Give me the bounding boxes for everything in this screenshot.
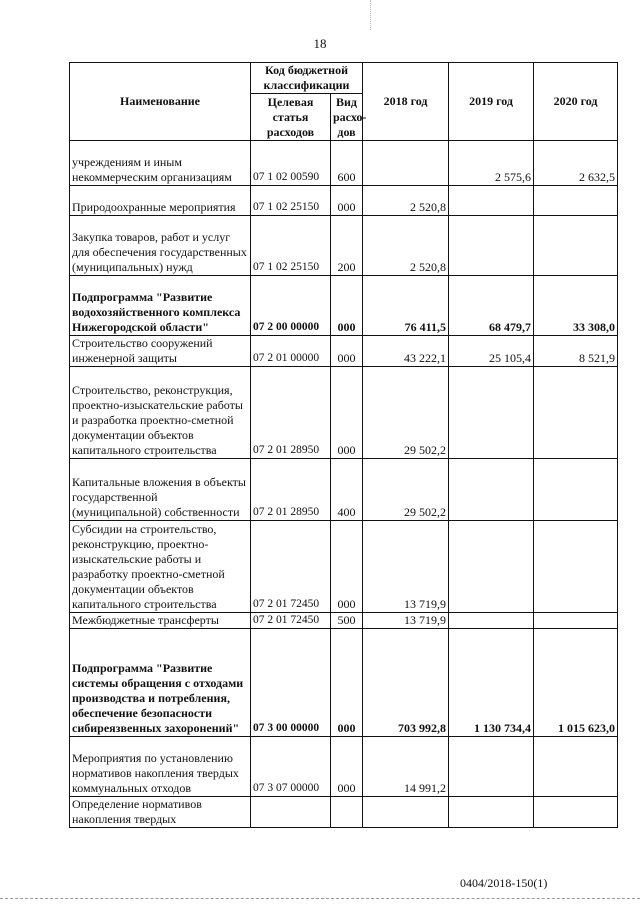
row-value-2018: 14 991,2 xyxy=(363,737,449,797)
row-value-2019: 25 105,4 xyxy=(449,336,534,367)
row-value-2019 xyxy=(449,459,534,521)
row-value-2020 xyxy=(534,797,618,828)
row-value-2019 xyxy=(449,367,534,459)
row-value-2020: 33 308,0 xyxy=(534,276,618,336)
table-row xyxy=(70,521,618,613)
row-expense-type: 000 xyxy=(331,186,363,216)
row-value-2019: 1 130 734,4 xyxy=(449,629,534,737)
row-value-2020 xyxy=(534,367,618,459)
row-value-2018: 76 411,5 xyxy=(363,276,449,336)
row-value-2019: 68 479,7 xyxy=(449,276,534,336)
table-row xyxy=(70,737,618,797)
row-value-2018: 703 992,8 xyxy=(363,629,449,737)
row-target-article: 07 1 02 25150 xyxy=(251,216,331,276)
header-budget-code: Код бюджетной классификации xyxy=(251,63,363,94)
row-value-2020 xyxy=(534,737,618,797)
row-value-2019 xyxy=(449,737,534,797)
scan-artifact xyxy=(370,0,373,30)
row-expense-type: 000 xyxy=(331,276,363,336)
row-name: Строительство сооружений инженерной защиты xyxy=(70,336,251,367)
row-target-article: 07 1 02 25150 xyxy=(251,186,331,216)
row-value-2018: 29 502,2 xyxy=(363,459,449,521)
row-expense-type: 000 xyxy=(331,521,363,613)
row-target-article: 07 2 01 72450 xyxy=(251,613,331,629)
row-name: Субсидии на строительство, реконструкцию, проектно-изыскательские работы и разработку проектно-сметной документации объектов капитального строительства xyxy=(70,521,251,613)
row-expense-type: 200 xyxy=(331,216,363,276)
row-name: Межбюджетные трансферты xyxy=(70,613,251,629)
row-expense-type: 000 xyxy=(331,336,363,367)
row-name: учреждениям и иным некоммерческим организациям xyxy=(70,141,251,186)
row-target-article: 07 3 07 00000 xyxy=(251,737,331,797)
table-row xyxy=(70,186,618,216)
row-value-2019: 2 575,6 xyxy=(449,141,534,186)
row-value-2020 xyxy=(534,186,618,216)
row-value-2018: 13 719,9 xyxy=(363,521,449,613)
row-expense-type: 000 xyxy=(331,629,363,737)
row-target-article xyxy=(251,797,331,828)
row-expense-type: 000 xyxy=(331,737,363,797)
row-target-article: 07 2 00 00000 xyxy=(251,276,331,336)
row-expense-type: 000 xyxy=(331,367,363,459)
row-value-2018: 2 520,8 xyxy=(363,186,449,216)
row-expense-type: 500 xyxy=(331,613,363,629)
row-value-2018: 29 502,2 xyxy=(363,367,449,459)
row-value-2019 xyxy=(449,613,534,629)
row-target-article: 07 1 02 00590 xyxy=(251,141,331,186)
row-value-2019 xyxy=(449,216,534,276)
header-name: Наименование xyxy=(70,63,251,141)
row-name: Закупка товаров, работ и услуг для обеспечения государственных (муниципальных) нужд xyxy=(70,216,251,276)
header-row xyxy=(70,63,618,94)
table-row xyxy=(70,629,618,737)
row-value-2018 xyxy=(363,141,449,186)
row-name: Капитальные вложения в объекты государственной (муниципальной) собственности xyxy=(70,459,251,521)
table-row xyxy=(70,367,618,459)
row-value-2020 xyxy=(534,459,618,521)
row-value-2020 xyxy=(534,521,618,613)
row-value-2018: 43 222,1 xyxy=(363,336,449,367)
table-row xyxy=(70,459,618,521)
table-row xyxy=(70,797,618,828)
row-expense-type: 400 xyxy=(331,459,363,521)
row-value-2019 xyxy=(449,186,534,216)
row-name: Определение нормативов накопления твердых xyxy=(70,797,251,828)
budget-table xyxy=(69,62,618,828)
row-value-2019 xyxy=(449,797,534,828)
row-name: Строительство, реконструкция, проектно-изыскательские работы и разработка проектно-сметной документации объектов капитального строительства xyxy=(70,367,251,459)
table-row xyxy=(70,216,618,276)
row-value-2018 xyxy=(363,797,449,828)
row-name: Природоохранные мероприятия xyxy=(70,186,251,216)
page-number: 18 xyxy=(313,36,327,51)
row-expense-type: 600 xyxy=(331,141,363,186)
row-value-2020: 8 521,9 xyxy=(534,336,618,367)
page-edge xyxy=(0,898,640,899)
row-value-2020: 2 632,5 xyxy=(534,141,618,186)
row-value-2018: 2 520,8 xyxy=(363,216,449,276)
row-value-2020 xyxy=(534,613,618,629)
header-target-article: Целевая статья расходов xyxy=(251,94,331,141)
row-value-2019 xyxy=(449,521,534,613)
row-name: Подпрограмма "Развитие водохозяйственного комплекса Нижегородской области" xyxy=(70,276,251,336)
table-row xyxy=(70,276,618,336)
row-target-article: 07 2 01 00000 xyxy=(251,336,331,367)
row-target-article: 07 2 01 28950 xyxy=(251,367,331,459)
header-expense-type: Вид расхо-дов xyxy=(331,94,363,141)
row-name: Мероприятия по установлению нормативов накопления твердых коммунальных отходов xyxy=(70,737,251,797)
table-row xyxy=(70,613,618,629)
document-code: 0404/2018-150(1) xyxy=(460,876,548,890)
row-value-2020: 1 015 623,0 xyxy=(534,629,618,737)
row-target-article: 07 3 00 00000 xyxy=(251,629,331,737)
table-row xyxy=(70,336,618,367)
header-2018: 2018 год xyxy=(363,63,449,141)
header-2019: 2019 год xyxy=(449,63,534,141)
row-value-2018: 13 719,9 xyxy=(363,613,449,629)
row-value-2020 xyxy=(534,216,618,276)
row-target-article: 07 2 01 72450 xyxy=(251,521,331,613)
row-expense-type xyxy=(331,797,363,828)
row-name: Подпрограмма "Развитие системы обращения с отходами производства и потребления, обеспечение безопасности сибиреязвенных захоронений" xyxy=(70,629,251,737)
table-row xyxy=(70,141,618,186)
row-target-article: 07 2 01 28950 xyxy=(251,459,331,521)
header-2020: 2020 год xyxy=(534,63,618,141)
